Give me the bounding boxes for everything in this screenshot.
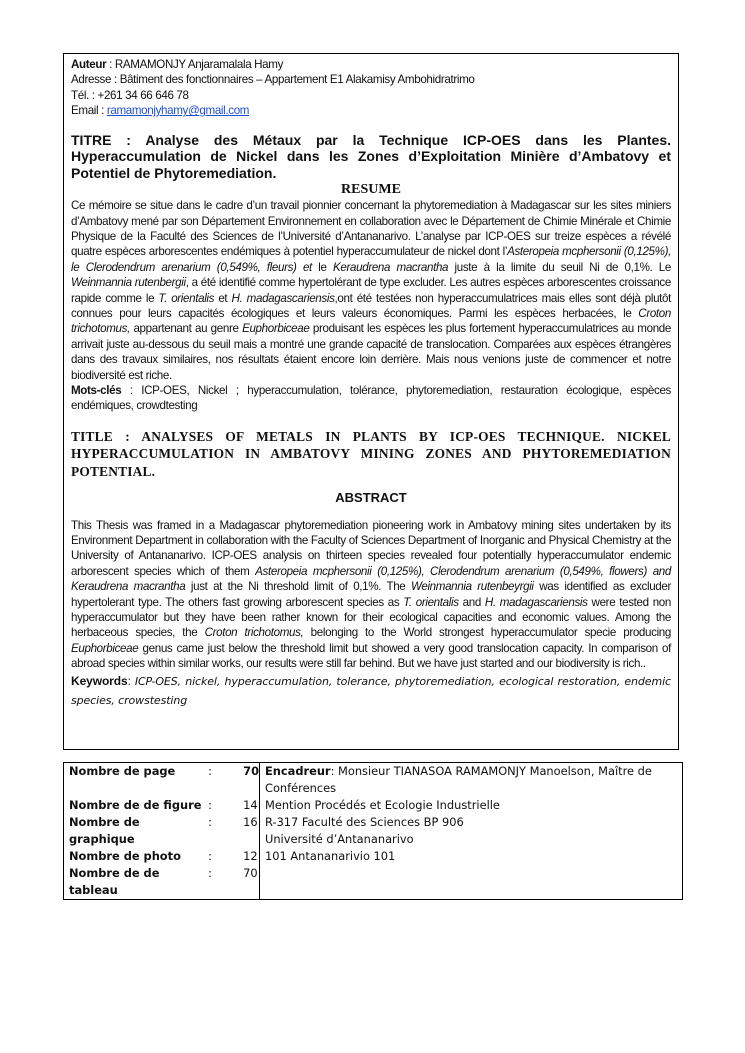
email-line: [71, 103, 671, 118]
email-label: Email :: [71, 104, 107, 118]
stat-row: Nombre de page : 70: [69, 764, 259, 778]
keywords-label: Keywords: [71, 673, 128, 688]
supervisor-cell: [260, 763, 683, 900]
city-line: 101 Antananarivio 101: [265, 849, 396, 863]
stat-row: Nombre de photo : 12: [69, 849, 258, 863]
french-title: TITRE : Analyse des Métaux par la Technique ICP-OES dans les Plantes. Hyperaccumulation de Nickel dans les Zones d’Exploitation Minière d’Ambatovy et Potentiel de Phytoremediation.: [71, 131, 671, 181]
faculty-address: R-317 Faculté des Sciences BP 906: [265, 815, 464, 829]
mots-cles-label: Mots-clés: [71, 384, 122, 397]
english-keywords: Keywords: ICP-OES, nickel, hyperaccumulation, tolerance, phytoremediation, ecological restoration, endemic species, crowstesting: [71, 673, 671, 707]
encadreur-line: Encadreur: Monsieur TIANASOA RAMAMONJY Manoelson, Maître de Conférences: [265, 764, 652, 795]
resume-heading: RESUME: [341, 182, 401, 198]
abstract-heading: ABSTRACT: [335, 489, 407, 505]
address-line: Adresse : Bâtiment des fonctionnaires – Appartement E1 Alakamisy Ambohidratrimo: [71, 73, 475, 87]
english-title: TITLE : ANALYSES OF METALS IN PLANTS BY ICP-OES TECHNIQUE. NICKEL HYPERACCUMULATION IN AMBATOVY MINING ZONES AND PHYTOREMEDIATION POTENTIAL.: [71, 428, 671, 479]
stats-cell: [64, 763, 260, 900]
info-table: [63, 762, 683, 900]
author-value: : RAMAMONJY Anjaramalala Hamy: [106, 58, 284, 71]
french-keywords: Mots-clés : ICP-OES, Nickel ; hyperaccumulation, tolérance, phytoremediation, restauration écologique, espèces endémiques, crowdtesting: [71, 384, 671, 413]
author-line: [71, 57, 671, 72]
abstract-paragraph: This Thesis was framed in a Madagascar phytoremediation pioneering work in Ambatovy mining sites undertaken by its Environment Department in collaboration with the Faculty of Sciences Department of Inorganic and Physical Chemistry at the University of Antananarivo. ICP-OES analysis on thirteen species revealed four potentially hyperaccumulator endemic arborescent species which of them Asteropeia mcphersonii (0,125%), Clerodendrum arenarium (0,549%, flowers) and Keraudrena macrantha just at the Ni threshold limit of 0,1%. The Weinmannia rutenbeyrgii was identified as excluder hypertolerant type. The others fast growing arborescent species as T. orientalis and H. madagascariensis were tested non hyperaccumulator but they have been rather known for their ecological capacities and economic values. Among the herbaceous species, the Croton trichotomus, belonging to the World strongest hyperaccumulator specie producing Euphorbiceae genus came just below the threshold limit but showed a very good translocation capacity. In comparison of abroad species within similar works, our results were still far behind. But we have just started and our biodiversity is rich..: [71, 518, 672, 671]
stat-row: Nombre de de figure : 14: [69, 798, 258, 812]
university-line: Université d’Antananarivo: [265, 832, 414, 846]
stat-row: Nombre de de tableau : 70: [69, 866, 258, 897]
phone-line: Tél. : +261 34 66 646 78: [71, 88, 189, 102]
email-link[interactable]: ramamonjyhamy@gmail.com: [106, 104, 250, 118]
author-label: Auteur: [71, 58, 107, 71]
resume-paragraph: Ce mémoire se situe dans le cadre d’un travail pionnier concernant la phytoremediation à Madagascar sur les sites miniers d’Ambatovy mené par son Département Environnement en collaboration avec le Département de Chimie Minérale et Chimie Physique de la Faculté des Sciences de l’Université d’Antananarivo. L’analyse par ICP-OES sur treize espèces a révélé quatre espèces arborescentes endémiques à potentiel hyperaccumulateur de nickel dont l’Asteropeia mcphersonii (0,125%), le Clerodendrum arenarium (0,549%, fleurs) et le Keraudrena macrantha juste à la limite du seuil Ni de 0,1%. Le Weinmannia rutenbergii, a été identifié comme hypertolérant de type excluder. Les autres espèces arborescentes croissance rapide comme le T. orientalis et H. madagascariensis,ont été testées non hyperaccumulatrices mais elles sont déjà plutôt connues pour leurs capacités écologiques et leurs valeurs économiques. Parmi les espèces herbacées, le Croton trichotomus, appartenant au genre Euphorbiceae produisant les espèces les plus fortement hyperaccumulatrices au monde arrivait juste au-dessous du seuil mais a montré une grande capacité de translocation. Comparées aux espèces étrangères dans des travaux similaires, nos résultats étaient encore loin derrière. Mais nous venions juste de commencer et notre biodiversité est riche.: [71, 199, 672, 382]
encadreur-label: Encadreur: [265, 764, 331, 778]
stat-row: Nombre de graphique : 16: [69, 815, 258, 846]
mention-line: Mention Procédés et Ecologie Industrielle: [265, 798, 500, 812]
summary-box: [63, 53, 679, 750]
